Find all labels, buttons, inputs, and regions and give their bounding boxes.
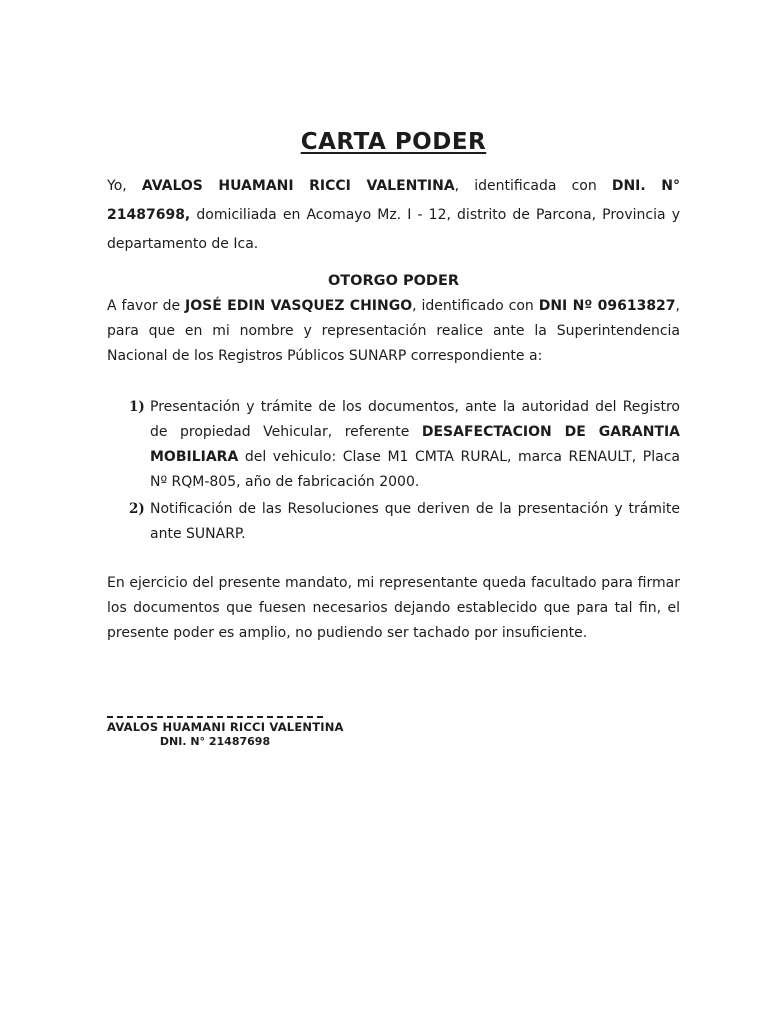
favor-paragraph: A favor de JOSÉ EDIN VASQUEZ CHINGO, identificado con DNI Nº 09613827, para que en mi nombre y representación realice ante la Superintendencia Nacional de los Registros Públicos SUNARP correspondiente a: [107, 298, 680, 364]
document-title-text: CARTA PODER [300, 129, 487, 155]
list-item-2 [107, 497, 680, 547]
list-item-2-text: Notificación de las Resoluciones que deriven de la presentación y trámite ante SUNARP. [150, 501, 680, 542]
list-item-1-number: 1) [129, 399, 145, 415]
list-item-2-number: 2) [129, 501, 145, 517]
signature-line [107, 716, 323, 718]
signature-name: AVALOS HUAMANI RICCI VALENTINA [107, 720, 344, 734]
intro-paragraph: Yo, AVALOS HUAMANI RICCI VALENTINA, identificada con DNI. N° 21487698, domiciliada en Acomayo Mz. I - 12, distrito de Parcona, Provincia y departamento de Ica. [107, 178, 680, 252]
list-item-1 [107, 395, 680, 495]
grant-heading: OTORGO PODER [327, 273, 460, 289]
signature-block [107, 716, 344, 748]
closing-paragraph: En ejercicio del presente mandato, mi representante queda facultado para firmar los documentos que fuesen necesarios dejando establecido que para tal fin, el presente poder es amplio, no pudiendo ser tachado por insuficiente. [107, 575, 680, 641]
document-title [107, 128, 680, 156]
powers-list [107, 395, 680, 547]
signature-dni: DNI. N° 21487698 [159, 735, 271, 748]
list-item-1-text: Presentación y trámite de los documentos, ante la autoridad del Registro de propiedad Vehicular, referente DESAFECTACION DE GARANTIA MOBILIARA del vehiculo: Clase M1 CMTA RURAL, marca RENAULT, Placa Nº RQM-805, año de fabricación 2000. [150, 399, 680, 490]
